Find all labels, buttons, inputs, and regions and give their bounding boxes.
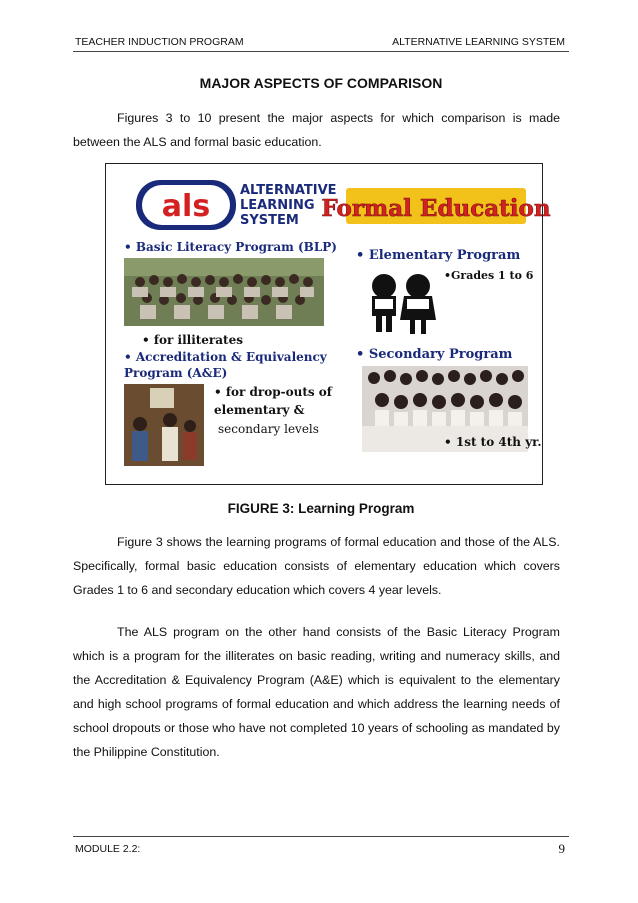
als-logo bbox=[136, 180, 337, 230]
page-footer bbox=[73, 836, 569, 857]
literacy-class-photo bbox=[124, 258, 324, 326]
fig-ae-line-2: Program (A&E) bbox=[124, 366, 228, 380]
fig-secondary-label: • Secondary Program bbox=[356, 347, 513, 362]
elementary-kids-icon bbox=[372, 274, 436, 334]
fig-dropouts-line-3: secondary levels bbox=[218, 422, 319, 436]
learning-program-figure bbox=[120, 174, 551, 470]
fig-ae-line-1: • Accreditation & Equivalency bbox=[124, 350, 327, 364]
formal-education-logo-text: Formal Education bbox=[321, 195, 551, 222]
als-logo-line-2: LEARNING bbox=[240, 198, 315, 213]
header-right: ALTERNATIVE LEARNING SYSTEM bbox=[392, 36, 565, 48]
fig-dropouts-line-1: • for drop-outs of bbox=[214, 385, 332, 399]
fig-blp-label: • Basic Literacy Program (BLP) bbox=[124, 240, 337, 254]
fig-for-illiterates: • for illiterates bbox=[142, 333, 243, 347]
als-logo-mark: als bbox=[161, 189, 211, 224]
fig-dropouts-line-2: elementary & bbox=[214, 403, 305, 417]
page-header bbox=[73, 33, 569, 52]
als-logo-line-1: ALTERNATIVE bbox=[240, 183, 337, 198]
page-number: 9 bbox=[558, 841, 565, 856]
figure-frame bbox=[105, 163, 551, 485]
ae-class-photo bbox=[124, 384, 204, 466]
body-paragraph-2 bbox=[73, 620, 560, 764]
intro-text: Figures 3 to 10 present the major aspects for which comparison is made between the ALS and formal basic education. bbox=[73, 111, 560, 149]
section-title: MAJOR ASPECTS OF COMPARISON bbox=[199, 75, 443, 91]
footer-module: MODULE 2.2: bbox=[75, 843, 141, 855]
fig-elementary-label: • Elementary Program bbox=[356, 248, 521, 263]
body-paragraph-1 bbox=[73, 530, 560, 602]
body-paragraph-1-text: Figure 3 shows the learning programs of formal education and those of the ALS. Specifically, formal basic education consists of elementary education which covers Grades 1 to 6 and secondary education which covers 4 year levels. bbox=[73, 535, 560, 597]
fig-years-label: • 1st to 4th yr. bbox=[444, 435, 542, 449]
als-logo-line-3: SYSTEM bbox=[240, 213, 299, 228]
figure-image bbox=[120, 174, 551, 470]
fig-grades-label: •Grades 1 to 6 bbox=[444, 269, 534, 282]
secondary-students-photo bbox=[362, 366, 528, 426]
figure-caption: FIGURE 3: Learning Program bbox=[227, 501, 415, 516]
formal-education-logo bbox=[321, 188, 550, 224]
body-paragraph-2-text: The ALS program on the other hand consists of the Basic Literacy Program which is a program for the illiterates on basic reading, writing and numeracy skills, and the Accreditation & Equivalency Program (A&E) which is equivalent to the elementary and high school programs of formal education and which address the learning needs of school dropouts or those who have not completed 10 years of schooling as mandated by the Philippine Constitution. bbox=[73, 625, 560, 759]
intro-paragraph bbox=[73, 106, 560, 154]
header-left: TEACHER INDUCTION PROGRAM bbox=[75, 36, 244, 48]
